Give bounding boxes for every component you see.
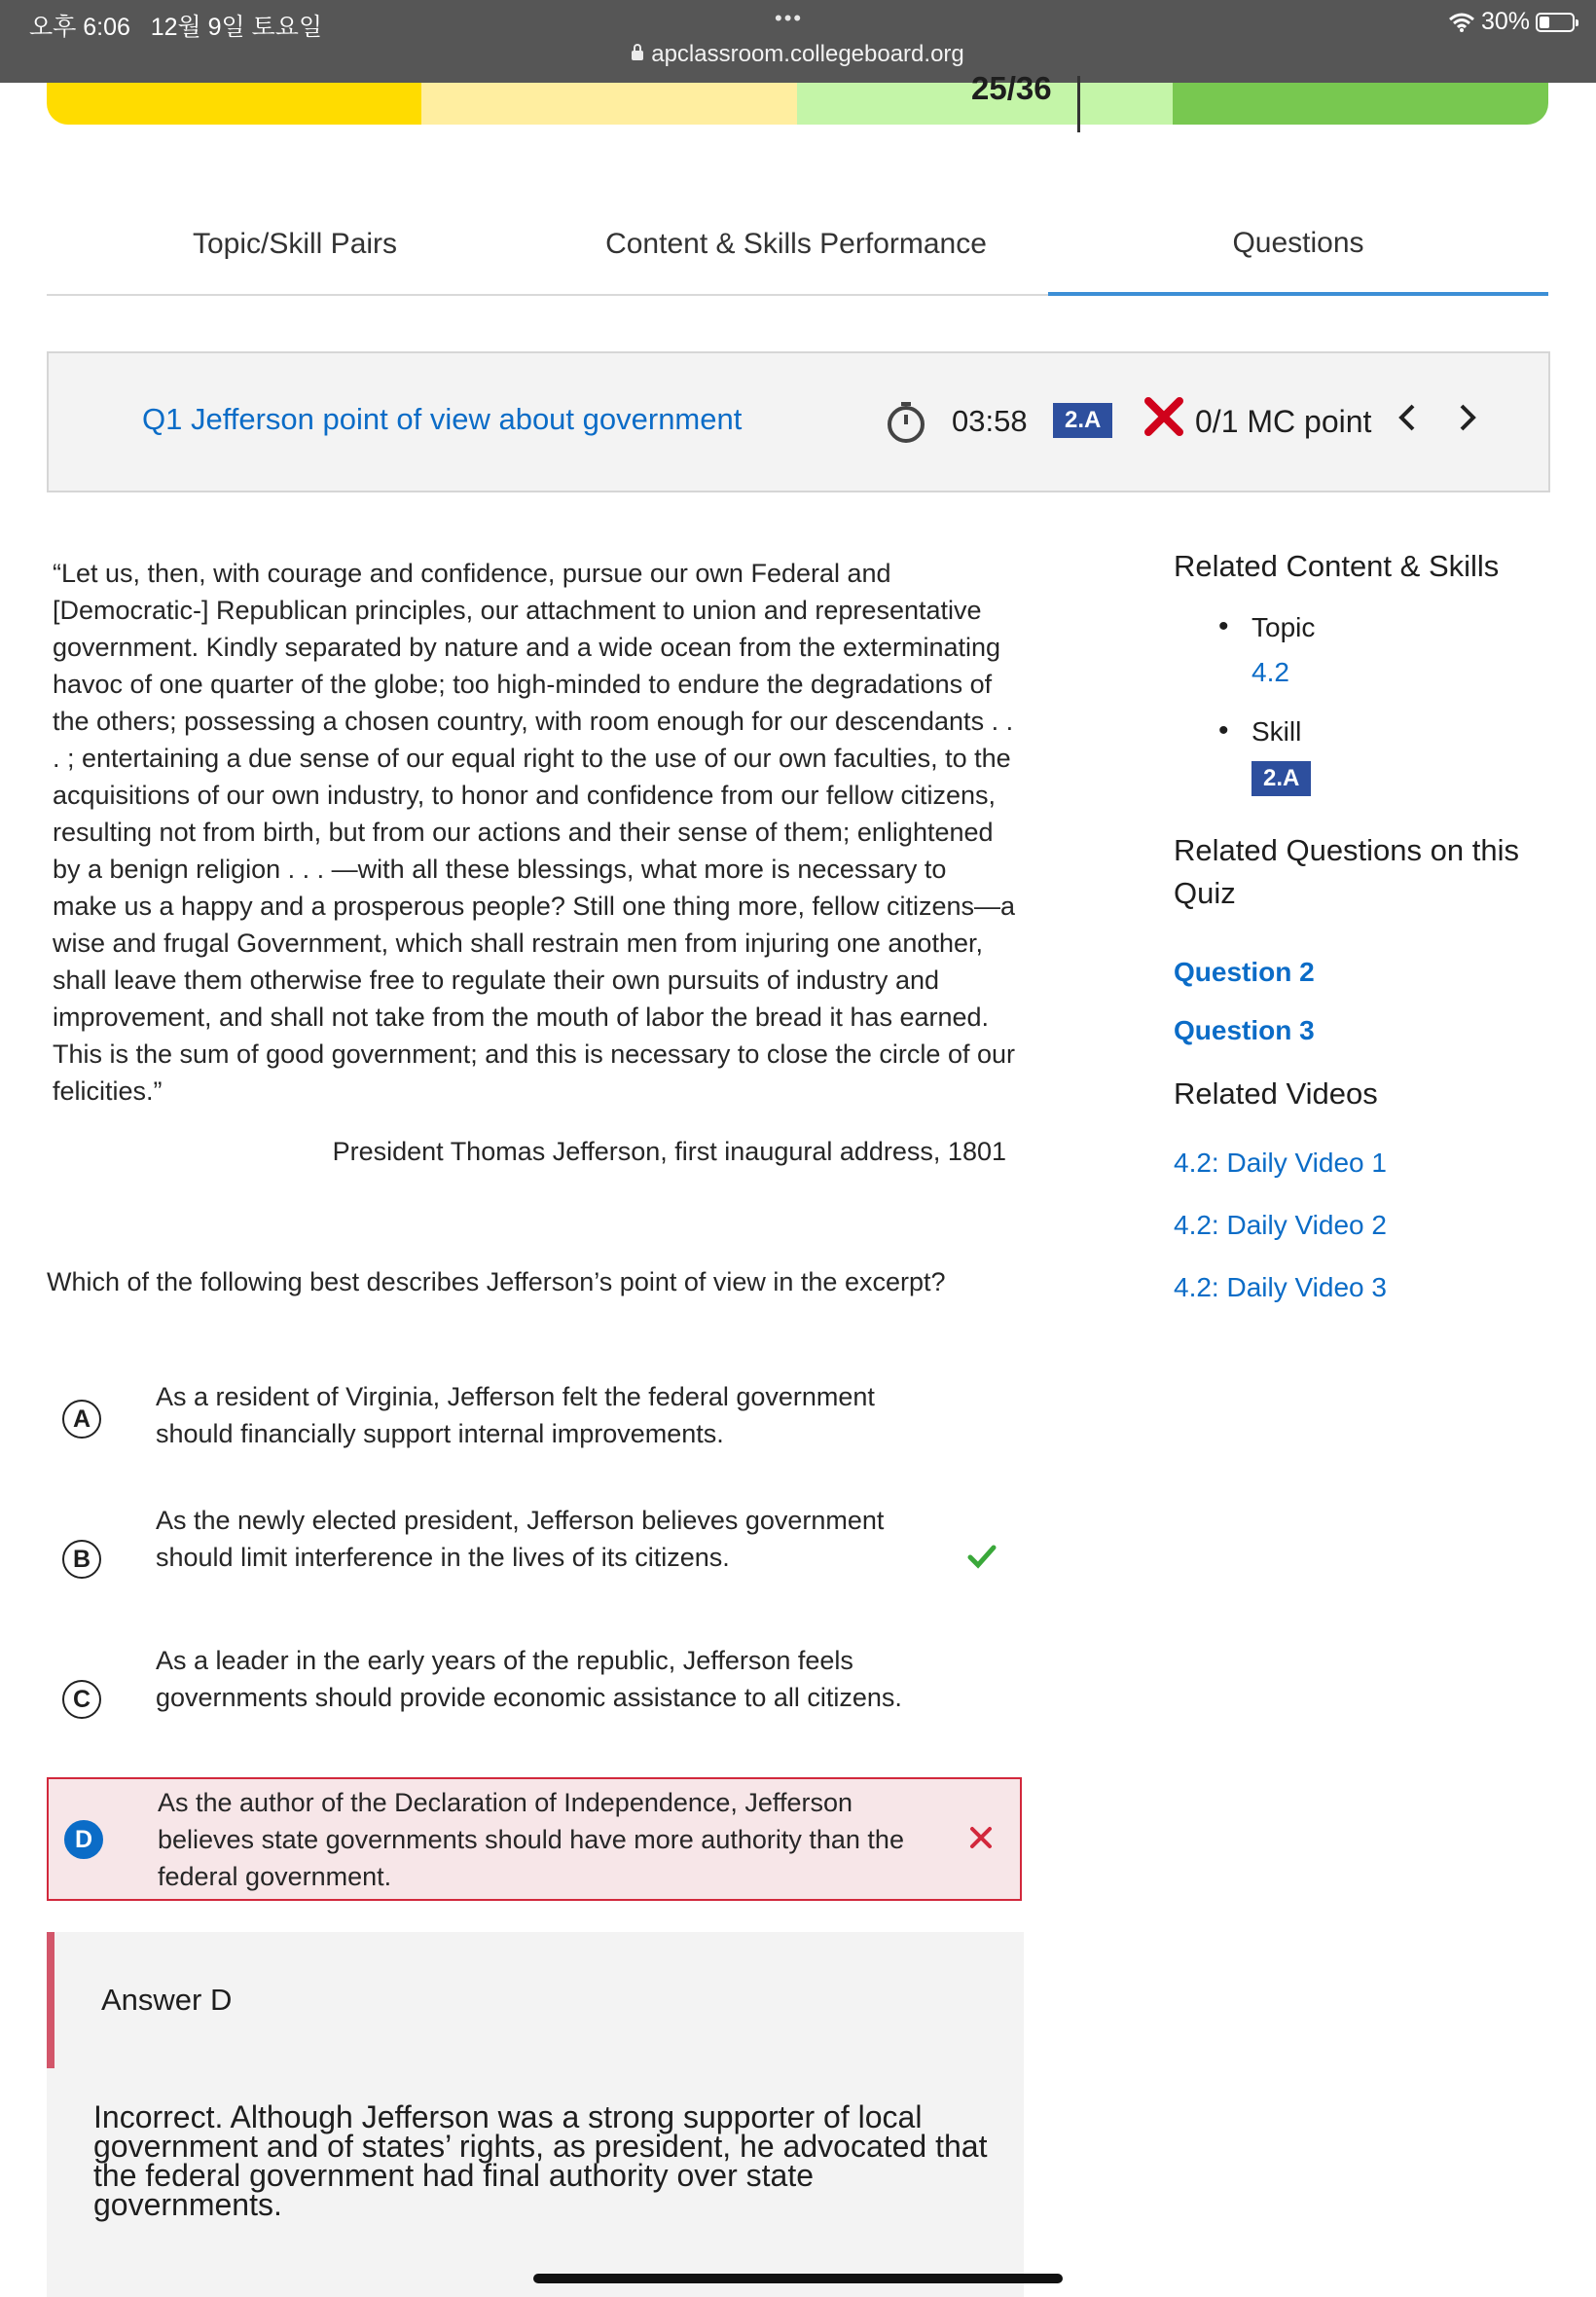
chevron-right-icon (1456, 400, 1479, 435)
home-indicator[interactable] (533, 2274, 1063, 2283)
choice-text-a: As a resident of Virginia, Jefferson felt the federal government should financially support internal improvements. (156, 1382, 875, 1448)
incorrect-x-small-icon (969, 1826, 993, 1849)
answer-explanation-panel (47, 1932, 1024, 2297)
related-question-2-link[interactable]: Question 2 (1174, 957, 1315, 987)
topic-label: • Topic (1251, 612, 1315, 643)
report-tabs (47, 195, 1548, 296)
topic-link[interactable]: 4.2 (1251, 657, 1289, 687)
tab-topic-skill-pairs[interactable]: Topic/Skill Pairs (192, 228, 398, 260)
question-time: 03:58 (952, 404, 1028, 438)
previous-question-button[interactable] (1396, 400, 1419, 443)
question-title[interactable]: Q1 Jefferson point of view about government (142, 402, 743, 436)
answer-title: Answer D (101, 1983, 233, 2017)
question-header (47, 351, 1550, 492)
choice-b[interactable] (47, 1485, 1022, 1612)
next-question-button[interactable] (1456, 400, 1479, 443)
url-text: apclassroom.collegeboard.org (651, 41, 964, 67)
source-passage: “Let us, then, with courage and confidence, pursue our own Federal and [Democratic-] Republican principles, our attachment to union and representative government. Kindly separated by nature and a wide ocean from the exterminating havoc of one quarter of the globe; too high-minded to endure the degradations of the others; possessing a chosen country, with room enough for our descendants . . . ; entertaining a due sense of our equal right to the use of our own faculties, to the acquisitions of our own industry, to honor and confidence from our fellow citizens, resulting not from birth, but from our actions and their sense of them; enlightened by a benign religion . . . —with all these blessings, what more is necessary to make us a happy and a prosperous people? Still one thing more, fellow citizens—a wise and frugal Government, which shall restrain men from injuring one another, shall leave them otherwise free to regulate their own pursuits of industry and improvement, and shall not take from the mouth of labor the bread it has earned. This is the sum of good government; and this is necessary to close the circle of our felicities.” (53, 559, 1016, 1106)
score-text: 25/36 (971, 70, 1052, 106)
question-prompt: Which of the following best describes Jefferson’s point of view in the excerpt? (47, 1267, 946, 1296)
status-date: 12월 9일 토요일 (150, 14, 323, 41)
tab-content-skills-performance[interactable]: Content & Skills Performance (605, 228, 987, 260)
related-questions-heading: Related Questions on this Quiz (1174, 833, 1519, 910)
chevron-left-icon (1396, 400, 1419, 435)
choice-text-c: As a leader in the early years of the republic, Jefferson feels governments should provide economic assistance to all citizens. (156, 1646, 902, 1712)
related-content-heading: Related Content & Skills (1174, 549, 1500, 583)
choice-letter-b: B (62, 1540, 101, 1579)
stopwatch-icon (884, 400, 928, 445)
status-bar (0, 0, 1596, 83)
score-progress-bar (47, 83, 1548, 125)
answer-explanation: Incorrect. Although Jefferson was a strong supporter of local government and of states’ rights, as president, he advocated that the federal government had final authority over state governments. (93, 2099, 988, 2222)
score-segment-1 (47, 83, 421, 125)
tab-overview-dots[interactable]: ••• (775, 6, 804, 30)
score-marker (1077, 76, 1080, 132)
skill-label: • Skill (1251, 716, 1301, 747)
lock-icon (632, 51, 643, 60)
related-video-2-link[interactable]: 4.2: Daily Video 2 (1174, 1210, 1387, 1240)
score-segment-4 (1173, 83, 1548, 125)
address-bar[interactable] (0, 41, 1596, 68)
choice-letter-c: C (62, 1680, 101, 1719)
related-videos-heading: Related Videos (1174, 1076, 1378, 1111)
score-segment-2 (421, 83, 797, 125)
correct-check-icon (967, 1544, 997, 1569)
choice-a[interactable] (47, 1368, 1022, 1466)
source-attribution: President Thomas Jefferson, first inaugural address, 1801 (332, 1137, 1006, 1166)
incorrect-x-icon (1143, 395, 1185, 438)
related-question-3-link[interactable]: Question 3 (1174, 1015, 1315, 1045)
answer-accent-bar (47, 1932, 54, 2068)
related-video-1-link[interactable]: 4.2: Daily Video 1 (1174, 1148, 1387, 1178)
status-time: 오후 6:06 12월 9일 토요일 (29, 14, 323, 41)
battery-icon (1536, 13, 1575, 32)
skill-badge: 2.A (1053, 403, 1112, 438)
choice-letter-d: D (64, 1820, 103, 1859)
status-indicators (1448, 8, 1575, 36)
choice-d-selected[interactable] (47, 1777, 1022, 1901)
wifi-icon (1448, 12, 1475, 33)
choice-letter-a: A (62, 1400, 101, 1439)
choice-c[interactable] (47, 1625, 1022, 1752)
battery-percent: 30% (1480, 8, 1530, 35)
tab-questions[interactable]: Questions (1048, 195, 1548, 296)
choice-text-d: As the author of the Declaration of Independence, Jefferson believes state governments should have more authority than the federal government. (158, 1788, 904, 1891)
choice-text-b: As the newly elected president, Jefferson believes government should limit interference in the lives of its citizens. (156, 1506, 885, 1572)
sidebar-skill-badge[interactable]: 2.A (1251, 761, 1311, 796)
related-video-3-link[interactable]: 4.2: Daily Video 3 (1174, 1272, 1387, 1302)
mc-points: 0/1 MC point (1195, 404, 1372, 439)
